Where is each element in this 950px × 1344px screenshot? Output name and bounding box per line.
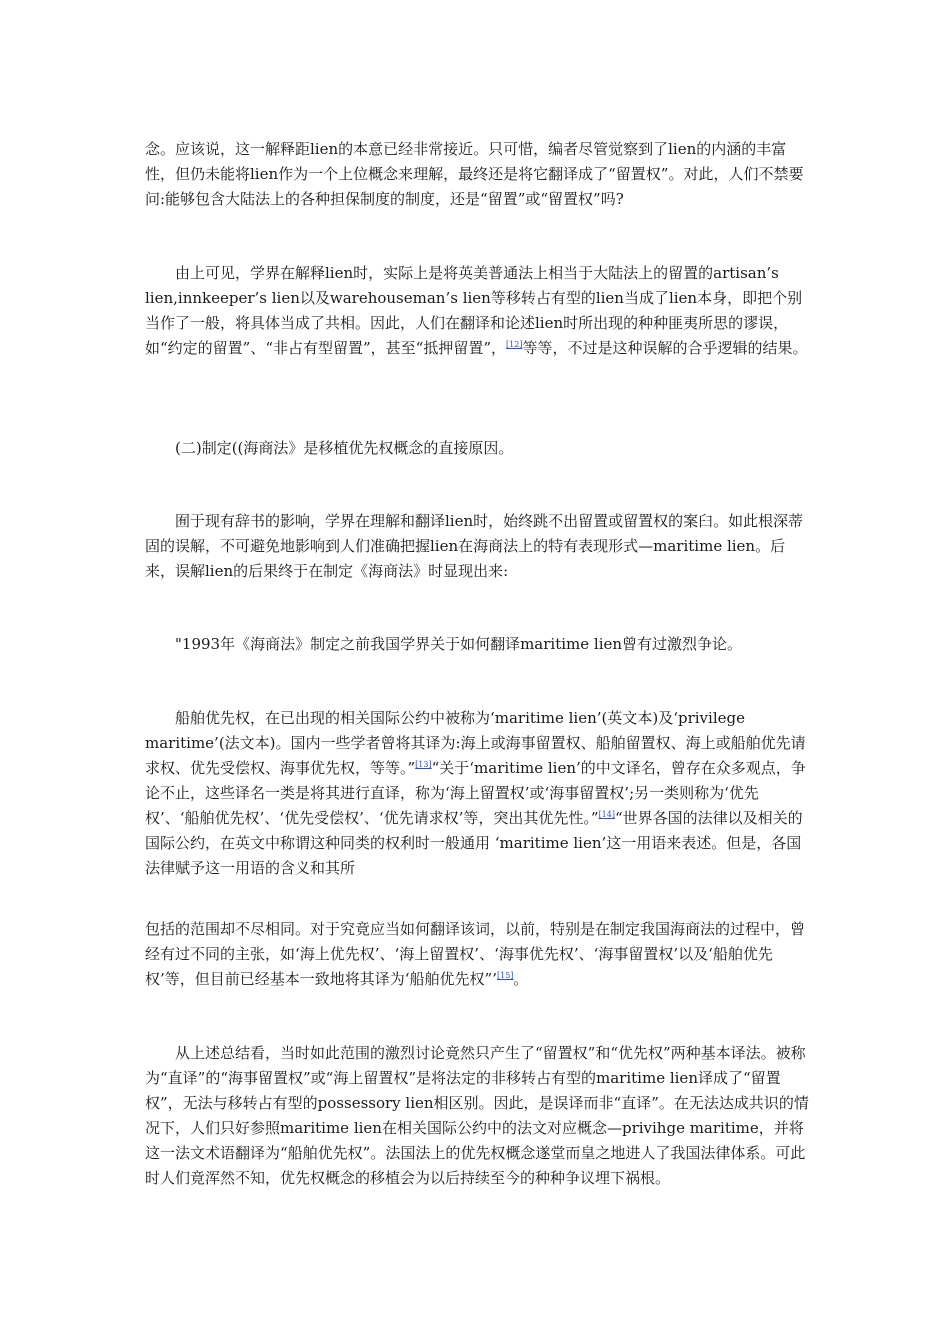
- paragraph-text: 由上可见，学界在解释lien时，实际上是将英美普通法上相当于大陆法上的留置的artisan’s lien,innkeeper’s lien以及warehouseman’s lien等移转占有型的lien当成了lien本身，即把个别当作了一般，将具体当成了共相。因此，人们在翻译和论述lien时所出现的种种匪夷所思的谬误，如“约定的留置”、“非占有型留置”，甚至“抵押留置”，: [145, 264, 803, 357]
- footnote-link-14[interactable]: [14]: [598, 810, 615, 819]
- paragraph-dictionary-influence: [145, 509, 810, 584]
- paragraph-text: “世界各国的法律以及相关的国际公约，在英文中称谓这种同类的权利时一般通用 ‘maritime lien’这一用语来表述。但是，各国法律赋予这一用语的含义和其所: [145, 809, 803, 877]
- paragraph-text: "1993年《海商法》制定之前我国学界关于如何翻译maritime lien曾有过激烈争论。: [145, 635, 743, 653]
- paragraph-text: 船舶优先权，在已出现的相关国际公约中被称为‘maritime lien’(英文本)及‘privilege maritime’(法文本)。国内一些学者曾将其译为:海上或海事留置权、船舶留置权、海上或船舶优先请求权、优先受偿权、海事优先权，等等。”: [145, 709, 806, 777]
- footnote-link-12[interactable]: [12]: [506, 340, 523, 349]
- paragraph-text: 。: [513, 970, 529, 988]
- footnote-link-13[interactable]: [13]: [415, 760, 432, 769]
- paragraph-text: 等等，不过是这种误解的合乎逻辑的结果。: [522, 339, 808, 357]
- paragraph-lien-misunderstanding: [145, 261, 810, 361]
- paragraph-conclusion: [145, 1041, 810, 1191]
- paragraph-lien-definition: [145, 137, 810, 212]
- paragraph-text: 包括的范围却不尽相同。对于究竟应当如何翻译该词，以前，特别是在制定我国海商法的过程中，曾经有过不同的主张，如‘海上优先权’、‘海上留置权’、‘海事优先权’、‘海事留置权’以及‘船舶优先权’等，但目前已经基本一致地将其译为‘船舶优先权”’: [145, 920, 806, 988]
- paragraph-text: “关于‘maritime lien’的中文译名，曾存在众多观点，争论不止，这些译名一类是将其进行直译，称为‘海上留置权’或‘海事留置权’;另一类则称为‘优先权’、‘船舶优先权’、‘优先受偿权’、‘优先请求权’等，突出其优先性。”: [145, 759, 806, 827]
- paragraph-text: 从上述总结看，当时如此范围的激烈讨论竟然只产生了“留置权”和“优先权”两种基本译法。被称为“直译”的“海事留置权”或“海上留置权”是将法定的非移转占有型的maritime lien译成了“留置权”，无法与移转占有型的possessory lien相区别。因此，是误译而非“直译”。在无法达成共识的情况下，人们只好参照maritime lien在相关国际公约中的法文对应概念—privihge maritime，并将这一法文术语翻译为“船舶优先权”。法国法上的优先权概念遂堂而皇之地进人了我国法律体系。可此时人们竟浑然不知，优先权概念的移植会为以后持续至今的种种争议埋下祸根。: [145, 1044, 809, 1187]
- section-heading-maritime-law: [145, 436, 810, 461]
- footnote-link-15[interactable]: [15]: [496, 971, 514, 980]
- paragraph-text: 囿于现有辞书的影响，学界在理解和翻译lien时，始终跳不出留置或留置权的案臼。如此根深蒂固的误解，不可避免地影响到人们准确把握lien在海商法上的特有表现形式—maritime lien。后来，误解lien的后果终于在制定《海商法》时显现出来:: [145, 512, 804, 580]
- heading-text: (二)制定((海商法》是移植优先权概念的直接原因。: [145, 439, 514, 457]
- paragraph-text: 念。应该说，这一解释距lien的本意已经非常接近。只可惜，编者尽管觉察到了lien的内涵的丰富性，但仍未能将lien作为一个上位概念来理解，最终还是将它翻译成了“留置权”。对此，人们不禁要问:能够包含大陆法上的各种担保制度的制度，还是“留置”或“留置权”吗?: [145, 140, 804, 208]
- paragraph-translation-scope: [145, 917, 810, 992]
- paragraph-ship-priority-quote: [145, 706, 810, 881]
- paragraph-1993-debate: [145, 632, 810, 657]
